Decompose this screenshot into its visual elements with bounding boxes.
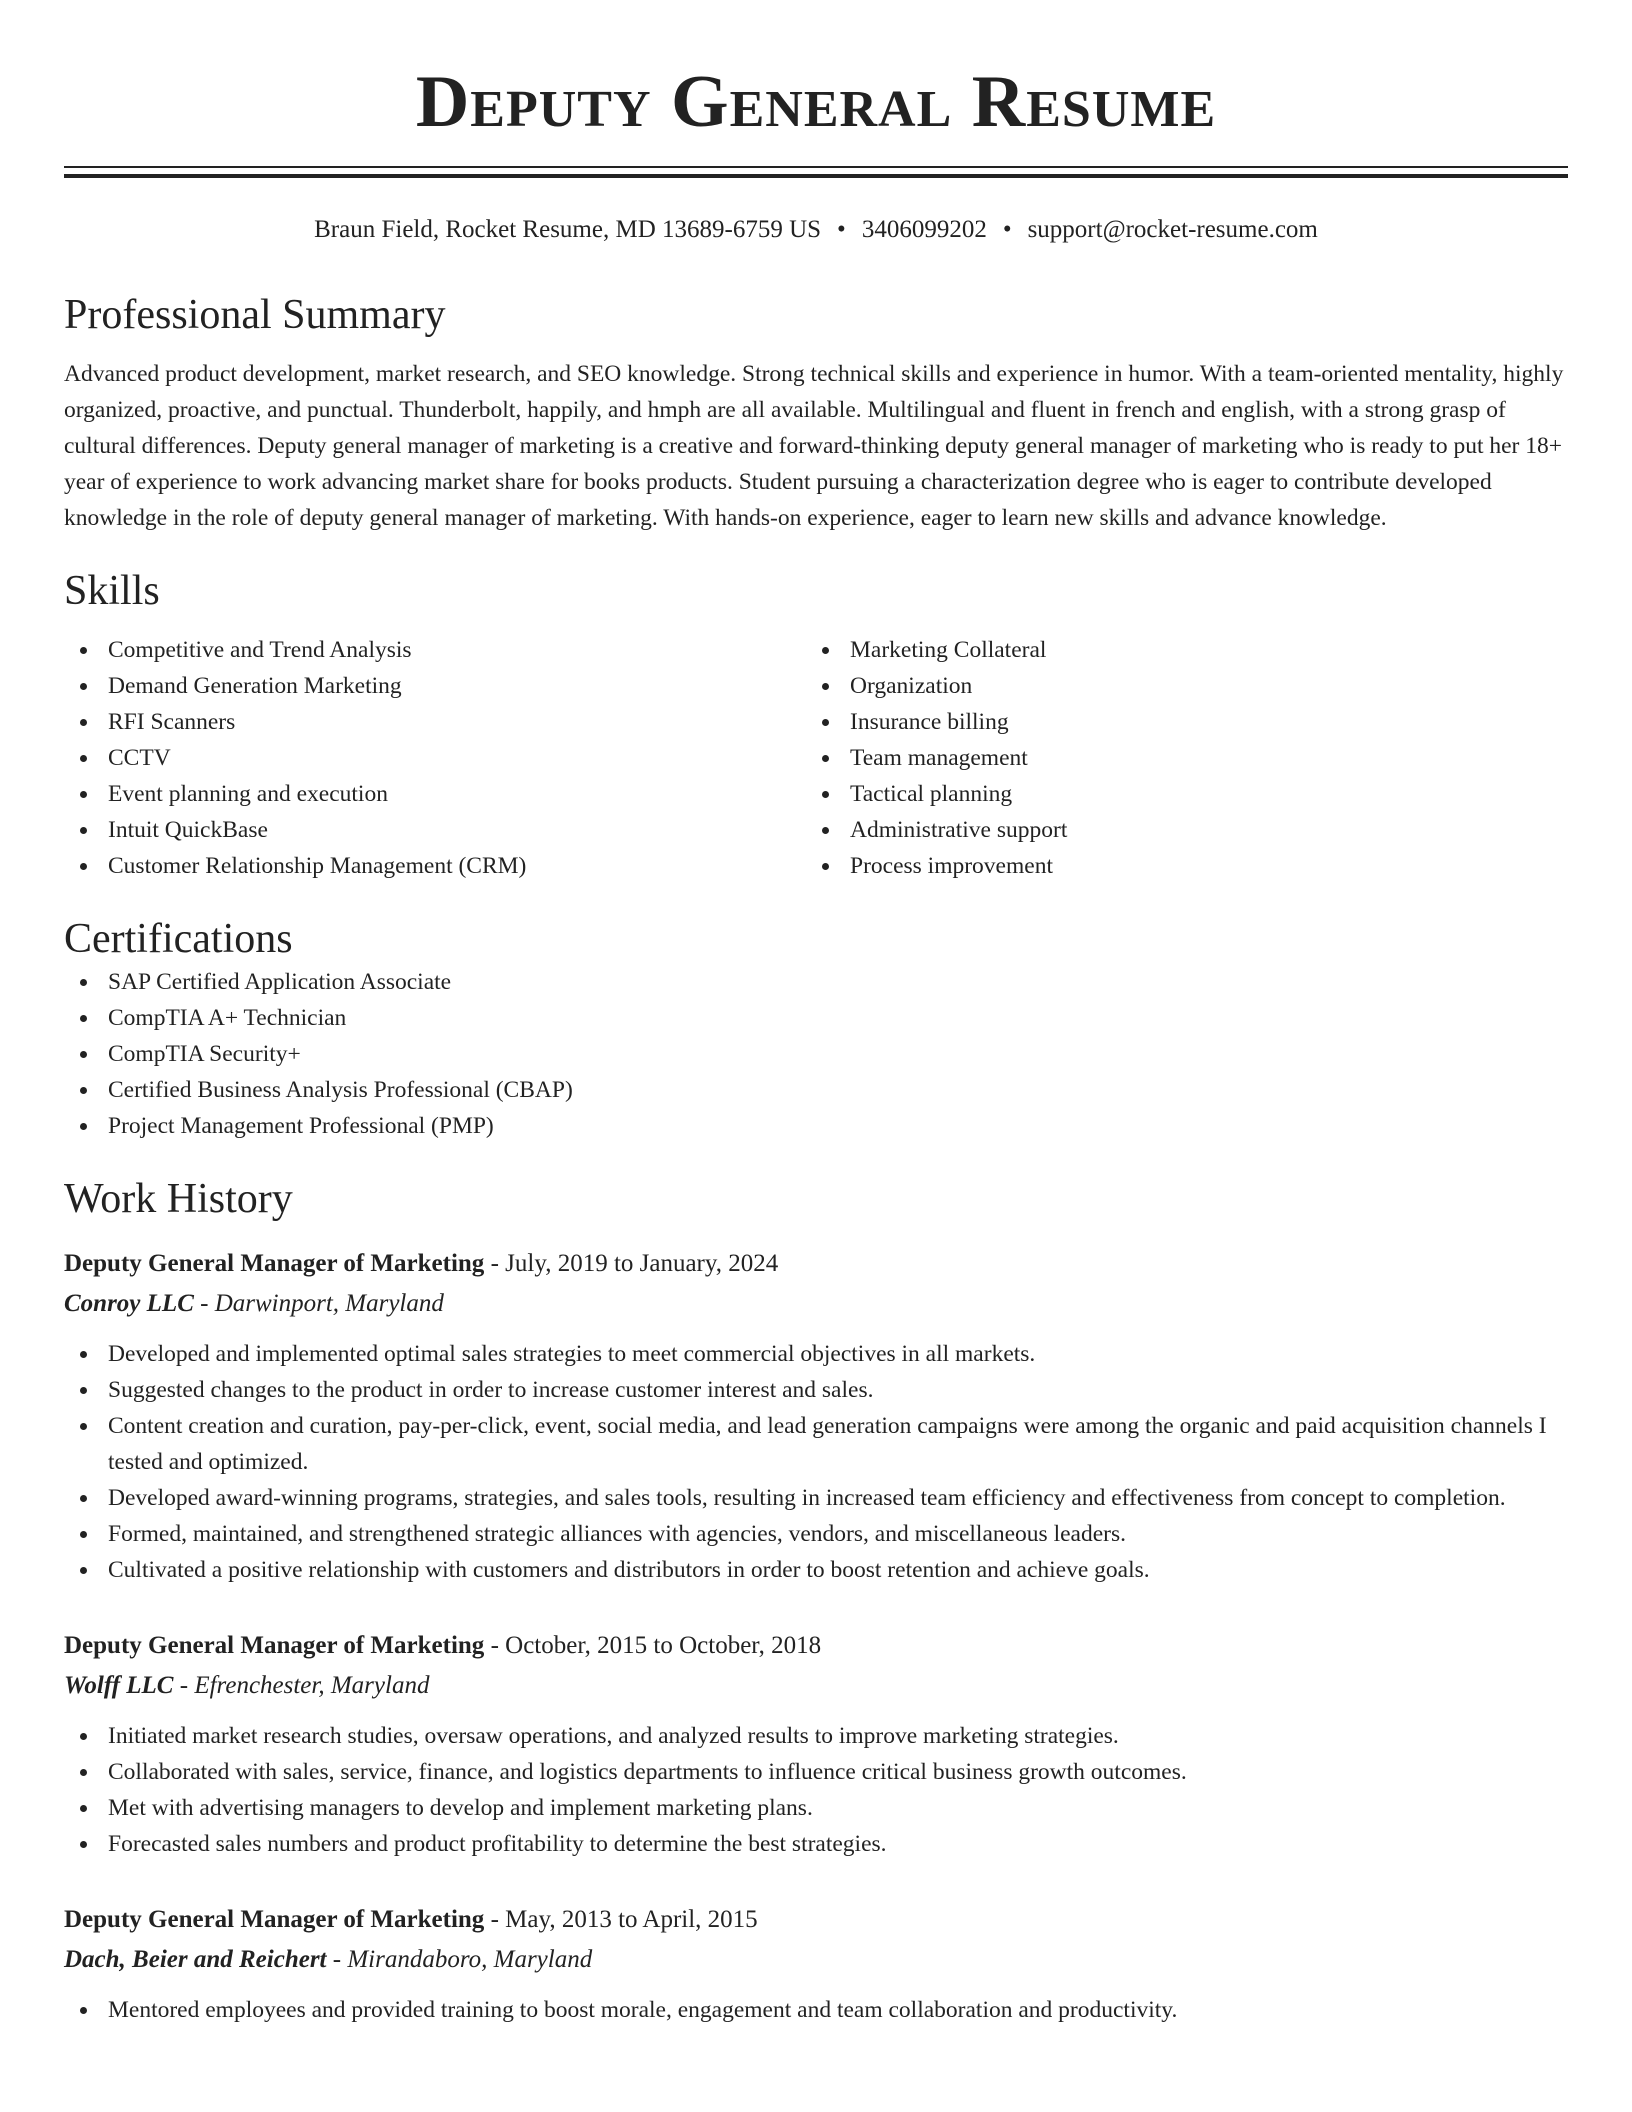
job-title-line	[64, 1626, 1568, 1666]
section-heading-work-history: Work History	[64, 1176, 293, 1222]
certification-item: CompTIA A+ Technician	[64, 1000, 1568, 1036]
job-title-line	[64, 1900, 1568, 1940]
job-title: Deputy General Manager of Marketing	[64, 1906, 485, 1933]
skill-item: Intuit QuickBase	[64, 812, 806, 848]
skill-item: Marketing Collateral	[806, 632, 1548, 668]
skill-item: RFI Scanners	[64, 704, 806, 740]
section-heading-skills: Skills	[64, 568, 160, 614]
job-title-line	[64, 1244, 1568, 1284]
job-bullet: Mentored employees and provided training to boost morale, engagement and team collaboration and productivity.	[64, 1992, 1568, 2028]
contact-address: Braun Field, Rocket Resume, MD 13689-6759 US	[314, 216, 822, 243]
title-divider	[64, 166, 1568, 178]
section-heading-certifications: Certifications	[64, 916, 293, 962]
skill-item: Customer Relationship Management (CRM)	[64, 848, 806, 884]
resume-page	[64, 0, 1568, 2028]
skill-item: Administrative support	[806, 812, 1548, 848]
job-location: - Efrenchester, Maryland	[173, 1672, 430, 1699]
job-company: Conroy LLC	[64, 1290, 194, 1317]
job-bullet: Suggested changes to the product in order to increase customer interest and sales.	[64, 1372, 1568, 1408]
job-company-line	[64, 1666, 1568, 1706]
skill-item: Process improvement	[806, 848, 1548, 884]
job-location: - Mirandaboro, Maryland	[326, 1946, 593, 1973]
job-dates: - May, 2013 to April, 2015	[484, 1906, 758, 1933]
job-title: Deputy General Manager of Marketing	[64, 1632, 485, 1659]
skill-item: Demand Generation Marketing	[64, 668, 806, 704]
job-company-line	[64, 1940, 1568, 1980]
skill-item: Tactical planning	[806, 776, 1548, 812]
job-bullet: Forecasted sales numbers and product profitability to determine the best strategies.	[64, 1826, 1568, 1862]
job-company-line	[64, 1284, 1568, 1324]
contact-separator: •	[837, 216, 846, 243]
job-bullets	[64, 1992, 1568, 2028]
job-entry	[64, 1626, 1568, 1862]
job-bullet: Initiated market research studies, oversaw operations, and analyzed results to improve marketing strategies.	[64, 1718, 1568, 1754]
skills-column-left	[64, 632, 806, 884]
skill-item: Competitive and Trend Analysis	[64, 632, 806, 668]
job-bullets	[64, 1718, 1568, 1862]
contact-line	[64, 214, 1568, 246]
job-location: - Darwinport, Maryland	[193, 1290, 444, 1317]
resume-title: Deputy General Resume	[415, 61, 1217, 143]
skills-list	[64, 632, 1568, 884]
contact-separator: •	[1002, 216, 1012, 243]
skill-item: Team management	[806, 740, 1548, 776]
contact-email: support@rocket-resume.com	[1027, 216, 1318, 243]
job-bullet: Cultivated a positive relationship with customers and distributors in order to boost retention and achieve goals.	[64, 1552, 1568, 1588]
job-dates: - July, 2019 to January, 2024	[484, 1250, 779, 1277]
certification-item: CompTIA Security+	[64, 1036, 1568, 1072]
certification-item: Certified Business Analysis Professional (CBAP)	[64, 1072, 1568, 1108]
skill-item: Insurance billing	[806, 704, 1548, 740]
certification-item: SAP Certified Application Associate	[64, 964, 1568, 1000]
skill-item: Event planning and execution	[64, 776, 806, 812]
job-bullet: Collaborated with sales, service, finance, and logistics departments to influence critical business growth outcomes.	[64, 1754, 1568, 1790]
summary-text: Advanced product development, market research, and SEO knowledge. Strong technical skills and experience in humor. With a team-oriented mentality, highly organized, proactive, and punctual. Thunderbolt, happily, and hmph are all available. Multilingual and fluent in french and english, with a strong grasp of cultural differences. Deputy general manager of marketing is a creative and forward-thinking deputy general manager of marketing who is ready to put her 18+ year of experience to work advancing market share for books products. Student pursuing a characterization degree who is eager to contribute developed knowledge in the role of deputy general manager of marketing. With hands-on experience, eager to learn new skills and advance knowledge.	[64, 361, 1564, 531]
skills-column-right	[806, 632, 1548, 884]
certifications-list	[64, 964, 1568, 1144]
section-heading-summary: Professional Summary	[64, 292, 446, 338]
job-title: Deputy General Manager of Marketing	[64, 1250, 485, 1277]
skill-item: CCTV	[64, 740, 806, 776]
divider-line-thick	[64, 174, 1568, 178]
divider-line-thin	[64, 166, 1568, 168]
job-bullet: Developed and implemented optimal sales strategies to meet commercial objectives in all markets.	[64, 1336, 1568, 1372]
job-bullets	[64, 1336, 1568, 1588]
job-entry	[64, 1244, 1568, 1588]
job-company: Dach, Beier and Reichert	[64, 1946, 327, 1973]
job-bullet: Met with advertising managers to develop and implement marketing plans.	[64, 1790, 1568, 1826]
job-bullet: Formed, maintained, and strengthened strategic alliances with agencies, vendors, and miscellaneous leaders.	[64, 1516, 1568, 1552]
job-dates: - October, 2015 to October, 2018	[484, 1632, 822, 1659]
job-bullet: Developed award-winning programs, strategies, and sales tools, resulting in increased team efficiency and effectiveness from concept to completion.	[64, 1480, 1568, 1516]
certification-item: Project Management Professional (PMP)	[64, 1108, 1568, 1144]
job-entry	[64, 1900, 1568, 2028]
job-company: Wolff LLC	[64, 1672, 174, 1699]
contact-phone: 3406099202	[861, 216, 987, 243]
job-bullet: Content creation and curation, pay-per-click, event, social media, and lead generation campaigns were among the organic and paid acquisition channels I tested and optimized.	[64, 1408, 1568, 1480]
skill-item: Organization	[806, 668, 1548, 704]
